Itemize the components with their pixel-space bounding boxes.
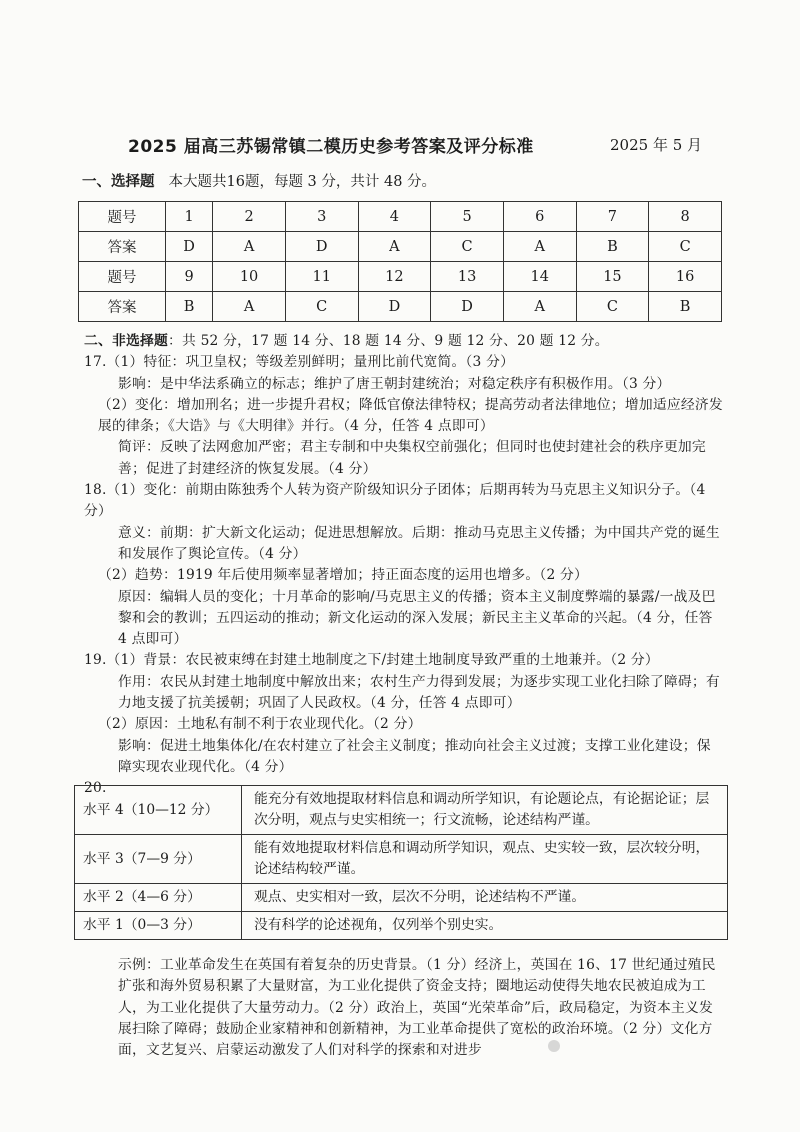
q19-reason: （2）原因：土地私有制不利于农业现代化。（2 分） (98, 716, 422, 733)
q19-impact: 影响：促进土地集体化/在农村建立了社会主义制度；推动向社会主义过渡；支撑工业化建设；保障实现农业现代化。（4 分） (118, 737, 711, 775)
row-label: 题号 (79, 202, 166, 232)
question-number: 9 (166, 262, 213, 292)
page-title: 2025 届高三苏锡常镇二模历史参考答案及评分标准 (128, 137, 534, 157)
question-number: 10 (213, 262, 286, 292)
answer-cell: C (285, 292, 358, 322)
q19-background: 19.（1）背景：农民被束缚在封建土地制度之下/封建土地制度导致严重的土地兼并。（2 分） (84, 652, 659, 669)
table-row (79, 202, 722, 232)
scoring-level-table (74, 785, 728, 940)
q20-number: 20. (84, 780, 107, 797)
q18-trend: （2）趋势：1919 年后使用频率显著增加；持正面态度的运用也增多。（2 分） (98, 567, 589, 584)
q18-significance: 意义：前期：扩大新文化运动；促进思想解放。后期：推动马克思主义传播；为中国共产党的诞生和发展作了舆论宣传。（4 分） (118, 524, 720, 562)
answer-cell: A (358, 232, 431, 262)
section-description: ：共 52 分，17 题 14 分、18 题 14 分、9 题 12 分、20 题 12 分。 (167, 333, 609, 349)
level-label: 水平 1（0—3 分） (75, 912, 242, 940)
table-row (75, 884, 728, 912)
q18-reason: 原因：编辑人员的变化；十月革命的影响/马克思主义的传播；资本主义制度弊端的暴露/一战及巴黎和会的教训；五四运动的推动；新文化运动的深入发展；新民主主义革命的兴起。（4 分，任答 4 点即可） (118, 588, 716, 648)
question-number: 3 (285, 202, 358, 232)
answer-cell: A (213, 292, 286, 322)
watermark-mark (548, 1040, 560, 1052)
q17-change: （2）变化：增加刑名；进一步提升君权；降低官僚法律特权；提高劳动者法律地位；增加适应经济发展的律条；《大诰》与《大明律》并行。（4 分，任答 4 点即可） (98, 396, 723, 435)
answer-cell: A (213, 232, 286, 262)
q18-change: 18.（1）变化：前期由陈独秀个人转为资产阶级知识分子团体；后期再转为马克思主义知识分子。（4 分） (84, 482, 706, 520)
level-description: 能充分有效地提取材料信息和调动所学知识，有论题论点，有论据论证；层次分明，观点与史实相统一；行文流畅，论述结构严谨。 (242, 786, 728, 835)
answer-cell: D (166, 232, 213, 262)
row-label: 题号 (79, 262, 166, 292)
answer-cell: D (358, 292, 431, 322)
q17-comment: 简评：反映了法网愈加严密；君主专制和中央集权空前强化；但同时也使封建社会的秩序更加完善；促进了封建经济的恢复发展。（4 分） (118, 439, 706, 477)
question-number: 13 (431, 262, 504, 292)
question-number: 16 (649, 262, 722, 292)
level-description: 没有科学的论述视角，仅列举个别史实。 (242, 912, 728, 940)
example-paragraph: 示例：工业革命发生在英国有着复杂的历史背景。（1 分）经济上，英国在 16、17 世纪通过殖民扩张和海外贸易积累了大量财富，为工业化提供了资金支持；圈地运动使得失地农民被迫成为工人，为工业化提供了大量劳动力。（2 分）政治上，英国“光荣革命”后，政局稳定，为资本主义发展扫除了障碍；鼓励企业家精神和创新精神，为工业革命提供了宽松的政治环境。（2 分）文化方面，文艺复兴、启蒙运动激发了人们对科学的探索和对进步 (118, 957, 716, 1059)
q17-impact: 影响：是中华法系确立的标志；维护了唐王朝封建统治；对稳定秩序有积极作用。（3 分） (118, 375, 671, 392)
question-number: 7 (576, 202, 649, 232)
answer-cell: B (166, 292, 213, 322)
question-number: 15 (576, 262, 649, 292)
answer-cell: C (576, 292, 649, 322)
answer-cell: D (285, 232, 358, 262)
section-title: 一、选择题 (82, 174, 155, 190)
answer-cell: A (503, 232, 576, 262)
header (128, 132, 728, 158)
level-label: 水平 2（4—6 分） (75, 884, 242, 912)
free-response-answers (84, 331, 724, 800)
question-number: 14 (503, 262, 576, 292)
table-row (75, 912, 728, 940)
question-number: 5 (431, 202, 504, 232)
answer-cell: B (649, 292, 722, 322)
question-number: 6 (503, 202, 576, 232)
question-number: 4 (358, 202, 431, 232)
q17-feature: 17.（1）特征：巩卫皇权；等级差别鲜明；量刑比前代宽简。（3 分） (84, 354, 515, 371)
table-row (79, 262, 722, 292)
answer-cell: A (503, 292, 576, 322)
question-number: 12 (358, 262, 431, 292)
table-row (75, 786, 728, 835)
table-row (79, 292, 722, 322)
section-multiple-choice-heading (82, 170, 436, 191)
answer-cell: C (649, 232, 722, 262)
answer-cell: B (576, 232, 649, 262)
row-label: 答案 (79, 292, 166, 322)
question-number: 1 (166, 202, 213, 232)
section-free-response-heading (84, 331, 724, 352)
row-label: 答案 (79, 232, 166, 262)
question-number: 8 (649, 202, 722, 232)
question-number: 11 (285, 262, 358, 292)
table-row (75, 835, 728, 884)
answer-key-table (78, 201, 722, 322)
answer-cell: C (431, 232, 504, 262)
document-date: 2025 年 5 月 (610, 136, 703, 154)
section-title: 二、非选择题 (84, 333, 168, 349)
level-label: 水平 3（7—9 分） (75, 835, 242, 884)
answer-cell: D (431, 292, 504, 322)
level-label: 水平 4（10—12 分） (75, 786, 242, 835)
q20-example (84, 955, 724, 1061)
level-description: 能有效地提取材料信息和调动所学知识，观点、史实较一致，层次较分明，论述结构较严谨。 (242, 835, 728, 884)
section-description: 本大题共16题，每题 3 分，共计 48 分。 (168, 174, 437, 190)
q19-effect: 作用：农民从封建土地制度中解放出来；农村生产力得到发展；为逐步实现工业化扫除了障碍；有力地支援了抗美援朝；巩固了人民政权。（4 分，任答 4 点即可） (118, 673, 720, 712)
question-number: 2 (213, 202, 286, 232)
level-description: 观点、史实相对一致，层次不分明，论述结构不严谨。 (242, 884, 728, 912)
table-row (79, 232, 722, 262)
